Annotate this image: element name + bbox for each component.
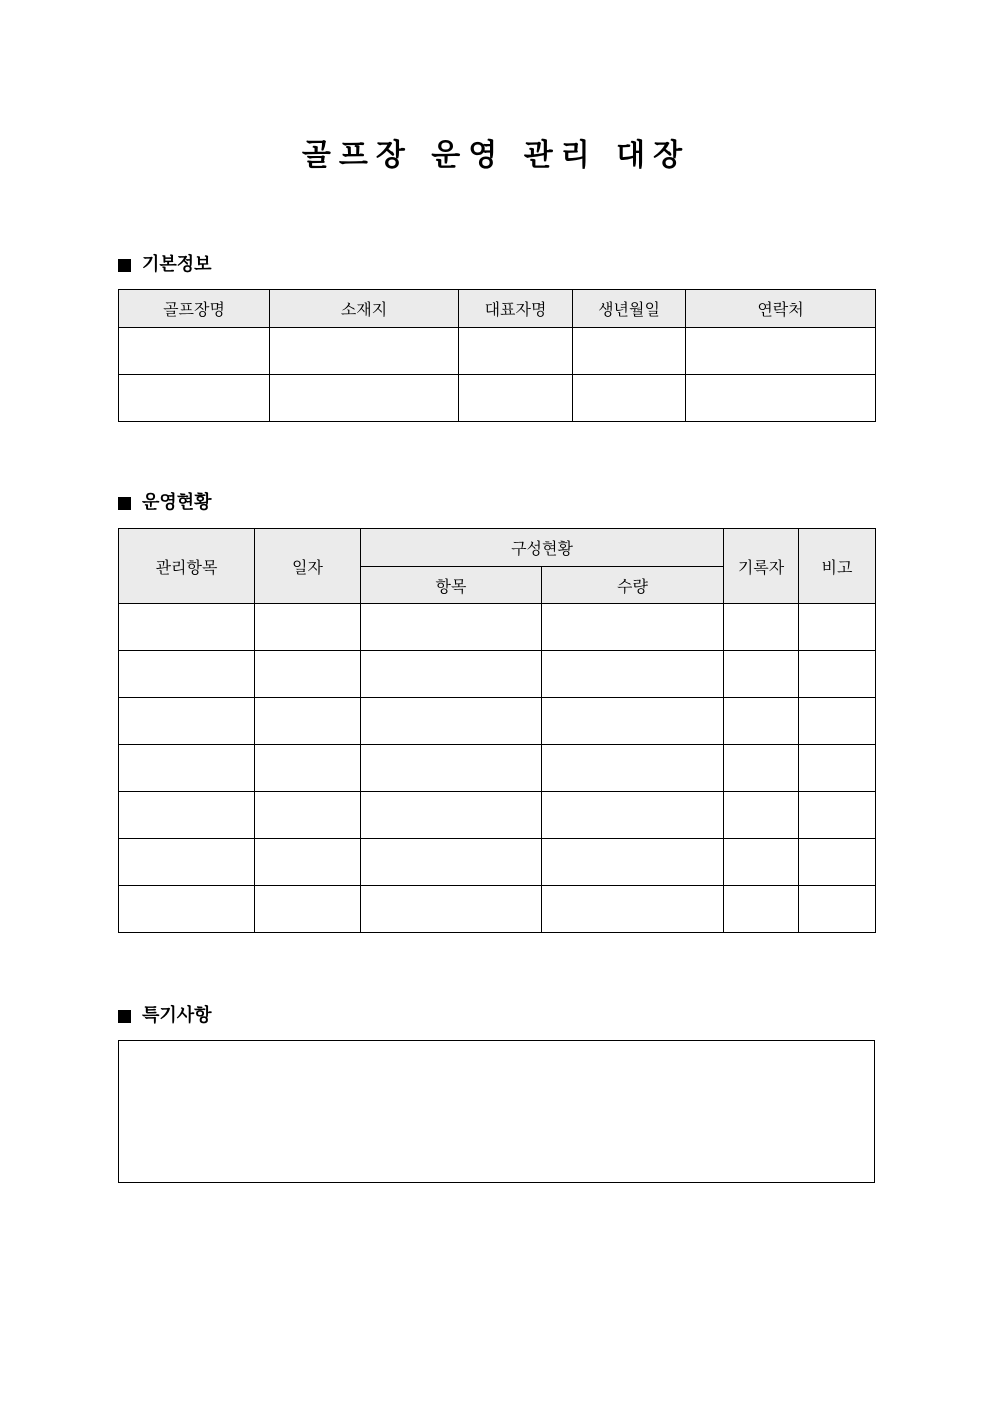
input-cell[interactable]: [255, 839, 361, 886]
col-birth-date: 생년월일: [573, 290, 686, 328]
input-cell[interactable]: [799, 839, 876, 886]
operation-heading-label: 운영현황: [142, 492, 212, 513]
input-cell[interactable]: [119, 651, 255, 698]
square-bullet-icon: [118, 1010, 131, 1023]
col-golf-course-name: 골프장명: [119, 290, 270, 328]
input-cell[interactable]: [686, 375, 876, 422]
input-cell[interactable]: [724, 698, 799, 745]
input-cell[interactable]: [361, 651, 542, 698]
col-composition: 구성현황: [361, 529, 724, 567]
square-bullet-icon: [118, 497, 131, 510]
input-cell[interactable]: [542, 698, 724, 745]
input-cell[interactable]: [361, 792, 542, 839]
col-manage-item: 관리항목: [119, 529, 255, 604]
input-cell[interactable]: [361, 698, 542, 745]
operation-table: [118, 528, 876, 933]
col-item: 항목: [361, 567, 542, 604]
input-cell[interactable]: [573, 375, 686, 422]
col-quantity: 수량: [542, 567, 724, 604]
input-cell[interactable]: [724, 651, 799, 698]
notes-box[interactable]: [118, 1040, 875, 1183]
input-cell[interactable]: [724, 839, 799, 886]
input-cell[interactable]: [724, 792, 799, 839]
input-cell[interactable]: [361, 886, 542, 933]
input-cell[interactable]: [119, 886, 255, 933]
notes-heading-label: 특기사항: [142, 1005, 212, 1026]
input-cell[interactable]: [542, 886, 724, 933]
table-row: [119, 886, 876, 933]
input-cell[interactable]: [686, 328, 876, 375]
input-cell[interactable]: [255, 886, 361, 933]
input-cell[interactable]: [724, 604, 799, 651]
table-row: [119, 839, 876, 886]
input-cell[interactable]: [119, 839, 255, 886]
input-cell[interactable]: [799, 792, 876, 839]
input-cell[interactable]: [542, 651, 724, 698]
input-cell[interactable]: [255, 698, 361, 745]
input-cell[interactable]: [799, 745, 876, 792]
input-cell[interactable]: [119, 328, 270, 375]
col-date: 일자: [255, 529, 361, 604]
input-cell[interactable]: [542, 792, 724, 839]
input-cell[interactable]: [459, 375, 573, 422]
input-cell[interactable]: [119, 375, 270, 422]
table-row: [119, 745, 876, 792]
input-cell[interactable]: [542, 839, 724, 886]
input-cell[interactable]: [724, 886, 799, 933]
input-cell[interactable]: [270, 328, 459, 375]
table-row: [119, 604, 876, 651]
table-row: [119, 375, 876, 422]
col-location: 소재지: [270, 290, 459, 328]
input-cell[interactable]: [255, 745, 361, 792]
operation-table-body: [119, 604, 876, 933]
input-cell[interactable]: [119, 604, 255, 651]
input-cell[interactable]: [799, 886, 876, 933]
input-cell[interactable]: [119, 792, 255, 839]
col-remarks: 비고: [799, 529, 876, 604]
table-row: [119, 651, 876, 698]
operation-heading: [118, 491, 212, 515]
table-row: [119, 792, 876, 839]
input-cell[interactable]: [542, 604, 724, 651]
page-title: 골프장 운영 관리 대장: [301, 138, 691, 173]
input-cell[interactable]: [542, 745, 724, 792]
input-cell[interactable]: [724, 745, 799, 792]
input-cell[interactable]: [255, 651, 361, 698]
input-cell[interactable]: [361, 839, 542, 886]
input-cell[interactable]: [119, 745, 255, 792]
col-recorder: 기록자: [724, 529, 799, 604]
col-contact: 연락처: [686, 290, 876, 328]
basic-info-heading: [118, 253, 212, 277]
input-cell[interactable]: [799, 651, 876, 698]
input-cell[interactable]: [270, 375, 459, 422]
input-cell[interactable]: [799, 698, 876, 745]
table-row: [119, 698, 876, 745]
basic-info-table: [118, 289, 876, 422]
input-cell[interactable]: [255, 604, 361, 651]
input-cell[interactable]: [361, 604, 542, 651]
input-cell[interactable]: [799, 604, 876, 651]
input-cell[interactable]: [459, 328, 573, 375]
table-row: [119, 328, 876, 375]
notes-heading: [118, 1004, 212, 1028]
square-bullet-icon: [118, 259, 131, 272]
input-cell[interactable]: [255, 792, 361, 839]
col-representative: 대표자명: [459, 290, 573, 328]
input-cell[interactable]: [361, 745, 542, 792]
input-cell[interactable]: [573, 328, 686, 375]
basic-info-heading-label: 기본정보: [142, 254, 212, 275]
input-cell[interactable]: [119, 698, 255, 745]
